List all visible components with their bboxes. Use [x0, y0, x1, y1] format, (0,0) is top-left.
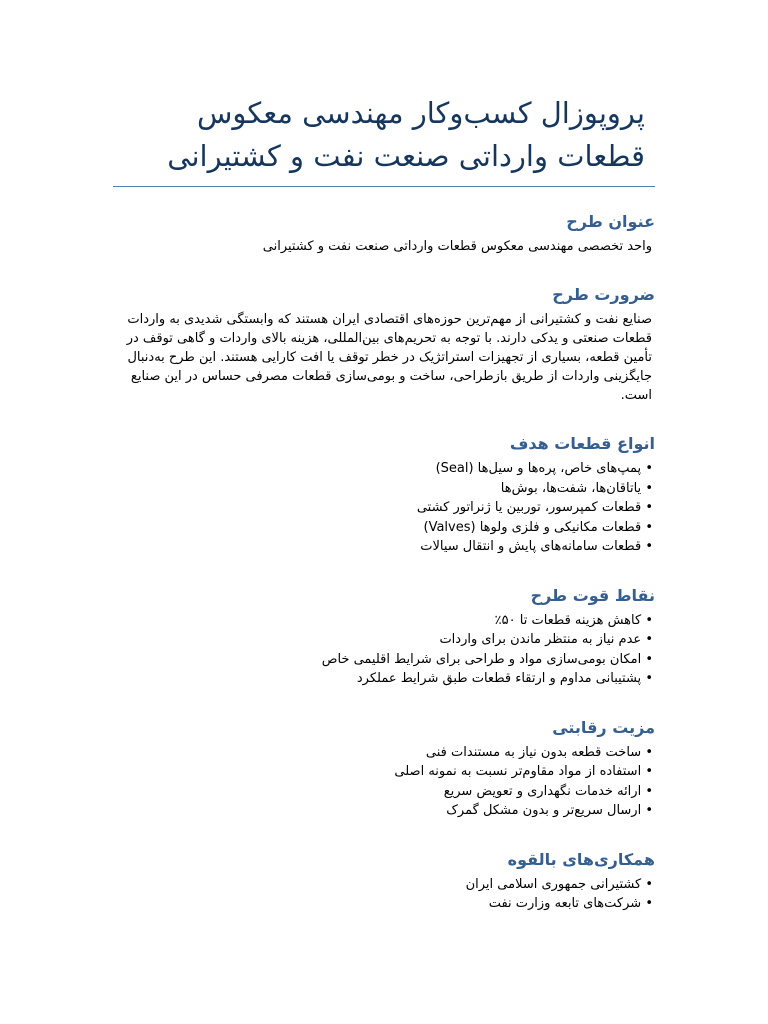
document-page	[113, 92, 655, 942]
competitive-advantage-list	[113, 743, 655, 821]
section-potential-partners	[113, 849, 655, 914]
bullet-icon: •	[645, 671, 653, 686]
list-item	[113, 518, 655, 538]
list-item-text: قطعات کمپرسور، توربین یا ژنراتور کشتی	[416, 500, 642, 515]
section-plan-title	[113, 211, 655, 256]
list-item	[113, 459, 655, 479]
list-item	[113, 743, 655, 763]
bullet-icon: •	[645, 876, 653, 892]
bullet-icon: •	[645, 783, 653, 799]
bullet-icon: •	[645, 480, 653, 496]
list-item-text: شرکت‌های تابعه وزارت نفت	[488, 896, 642, 911]
section-strengths	[113, 585, 655, 689]
list-item	[113, 630, 655, 650]
section-heading-plan-title: عنوان طرح	[566, 212, 655, 231]
list-item-text: استفاده از مواد مقاوم‌تر نسبت به نمونه اصلی	[394, 764, 642, 779]
bullet-icon: •	[645, 896, 653, 911]
list-item	[113, 498, 655, 518]
list-item	[113, 762, 655, 782]
list-item	[113, 669, 655, 689]
bullet-icon: •	[645, 632, 653, 647]
list-item-text: ارسال سریع‌تر و بدون مشکل گمرک	[446, 803, 642, 818]
section-heading-target-parts: انواع قطعات هدف	[509, 434, 655, 453]
bullet-icon: •	[645, 461, 653, 476]
section-necessity	[113, 284, 655, 405]
list-item-text: کشتیرانی جمهوری اسلامی ایران	[465, 876, 642, 892]
list-item-text: عدم نیاز به منتظر ماندن برای واردات	[439, 632, 642, 647]
bullet-icon: •	[645, 651, 653, 667]
bullet-icon: •	[645, 539, 653, 554]
list-item-text: ساخت قطعه بدون نیاز به مستندات فنی	[425, 744, 642, 760]
list-item-text: پشتیبانی مداوم و ارتقاء قطعات طبق شرایط عملکرد	[356, 671, 642, 686]
list-item-text: کاهش هزینه قطعات تا ۵۰٪	[494, 612, 642, 628]
bullet-icon: •	[645, 519, 653, 535]
bullet-icon: •	[645, 612, 653, 628]
strengths-list	[113, 611, 655, 689]
bullet-icon: •	[645, 500, 653, 515]
bullet-icon: •	[645, 764, 653, 779]
potential-partners-list	[113, 875, 655, 914]
list-item	[113, 479, 655, 499]
target-parts-list	[113, 459, 655, 557]
list-item	[113, 801, 655, 821]
list-item-text: قطعات مکانیکی و فلزی ولوها (Valves)	[423, 519, 642, 535]
necessity-paragraph: صنایع نفت و کشتیرانی از مهم‌ترین حوزه‌های اقتصادی ایران هستند که وابستگی شدیدی به واردات قطعات صنعتی و یدکی دارند. با توجه به تحریم‌های بین‌المللی، هزینه بالای واردات و گاهی توقف در تأمین قطعه، بسیاری از تجهیزات استراتژیک در خطر توقف یا افت کارایی هستند. این طرح به‌دنبال جایگزینی واردات از طریق بازطراحی، ساخت و بومی‌سازی قطعات مصرفی حساس در این صنایع است.	[126, 312, 652, 403]
list-item	[113, 650, 655, 670]
bullet-icon: •	[645, 744, 653, 760]
title-divider	[113, 186, 655, 187]
document-title: پروپوزال کسب‌وکار مهندسی معکوس قطعات وارداتی صنعت نفت و کشتیرانی	[167, 96, 645, 173]
section-competitive-advantage	[113, 717, 655, 821]
list-item-text: قطعات سامانه‌های پایش و انتقال سیالات	[420, 539, 642, 554]
list-item-text: امکان بومی‌سازی مواد و طراحی برای شرایط اقلیمی خاص	[321, 651, 642, 667]
list-item	[113, 611, 655, 631]
list-item	[113, 875, 655, 895]
list-item	[113, 894, 655, 914]
section-heading-necessity: ضرورت طرح	[552, 285, 655, 304]
list-item-text: پمپ‌های خاص، پره‌ها و سیل‌ها (Seal)	[435, 461, 642, 476]
list-item	[113, 782, 655, 802]
list-item-text: یاتاقان‌ها، شفت‌ها، بوش‌ها	[500, 480, 642, 496]
plan-title-text: واحد تخصصی مهندسی معکوس قطعات وارداتی صنعت نفت و کشتیرانی	[262, 239, 652, 254]
section-heading-strengths: نقاط قوت طرح	[530, 585, 655, 605]
section-heading-competitive-advantage: مزیت رقابتی	[552, 717, 655, 737]
list-item	[113, 537, 655, 557]
section-heading-potential-partners: همکاری‌های بالقوه	[507, 849, 655, 869]
list-item-text: ارائه خدمات نگهداری و تعویض سریع	[443, 783, 642, 799]
bullet-icon: •	[645, 803, 653, 818]
section-target-parts	[113, 433, 655, 557]
